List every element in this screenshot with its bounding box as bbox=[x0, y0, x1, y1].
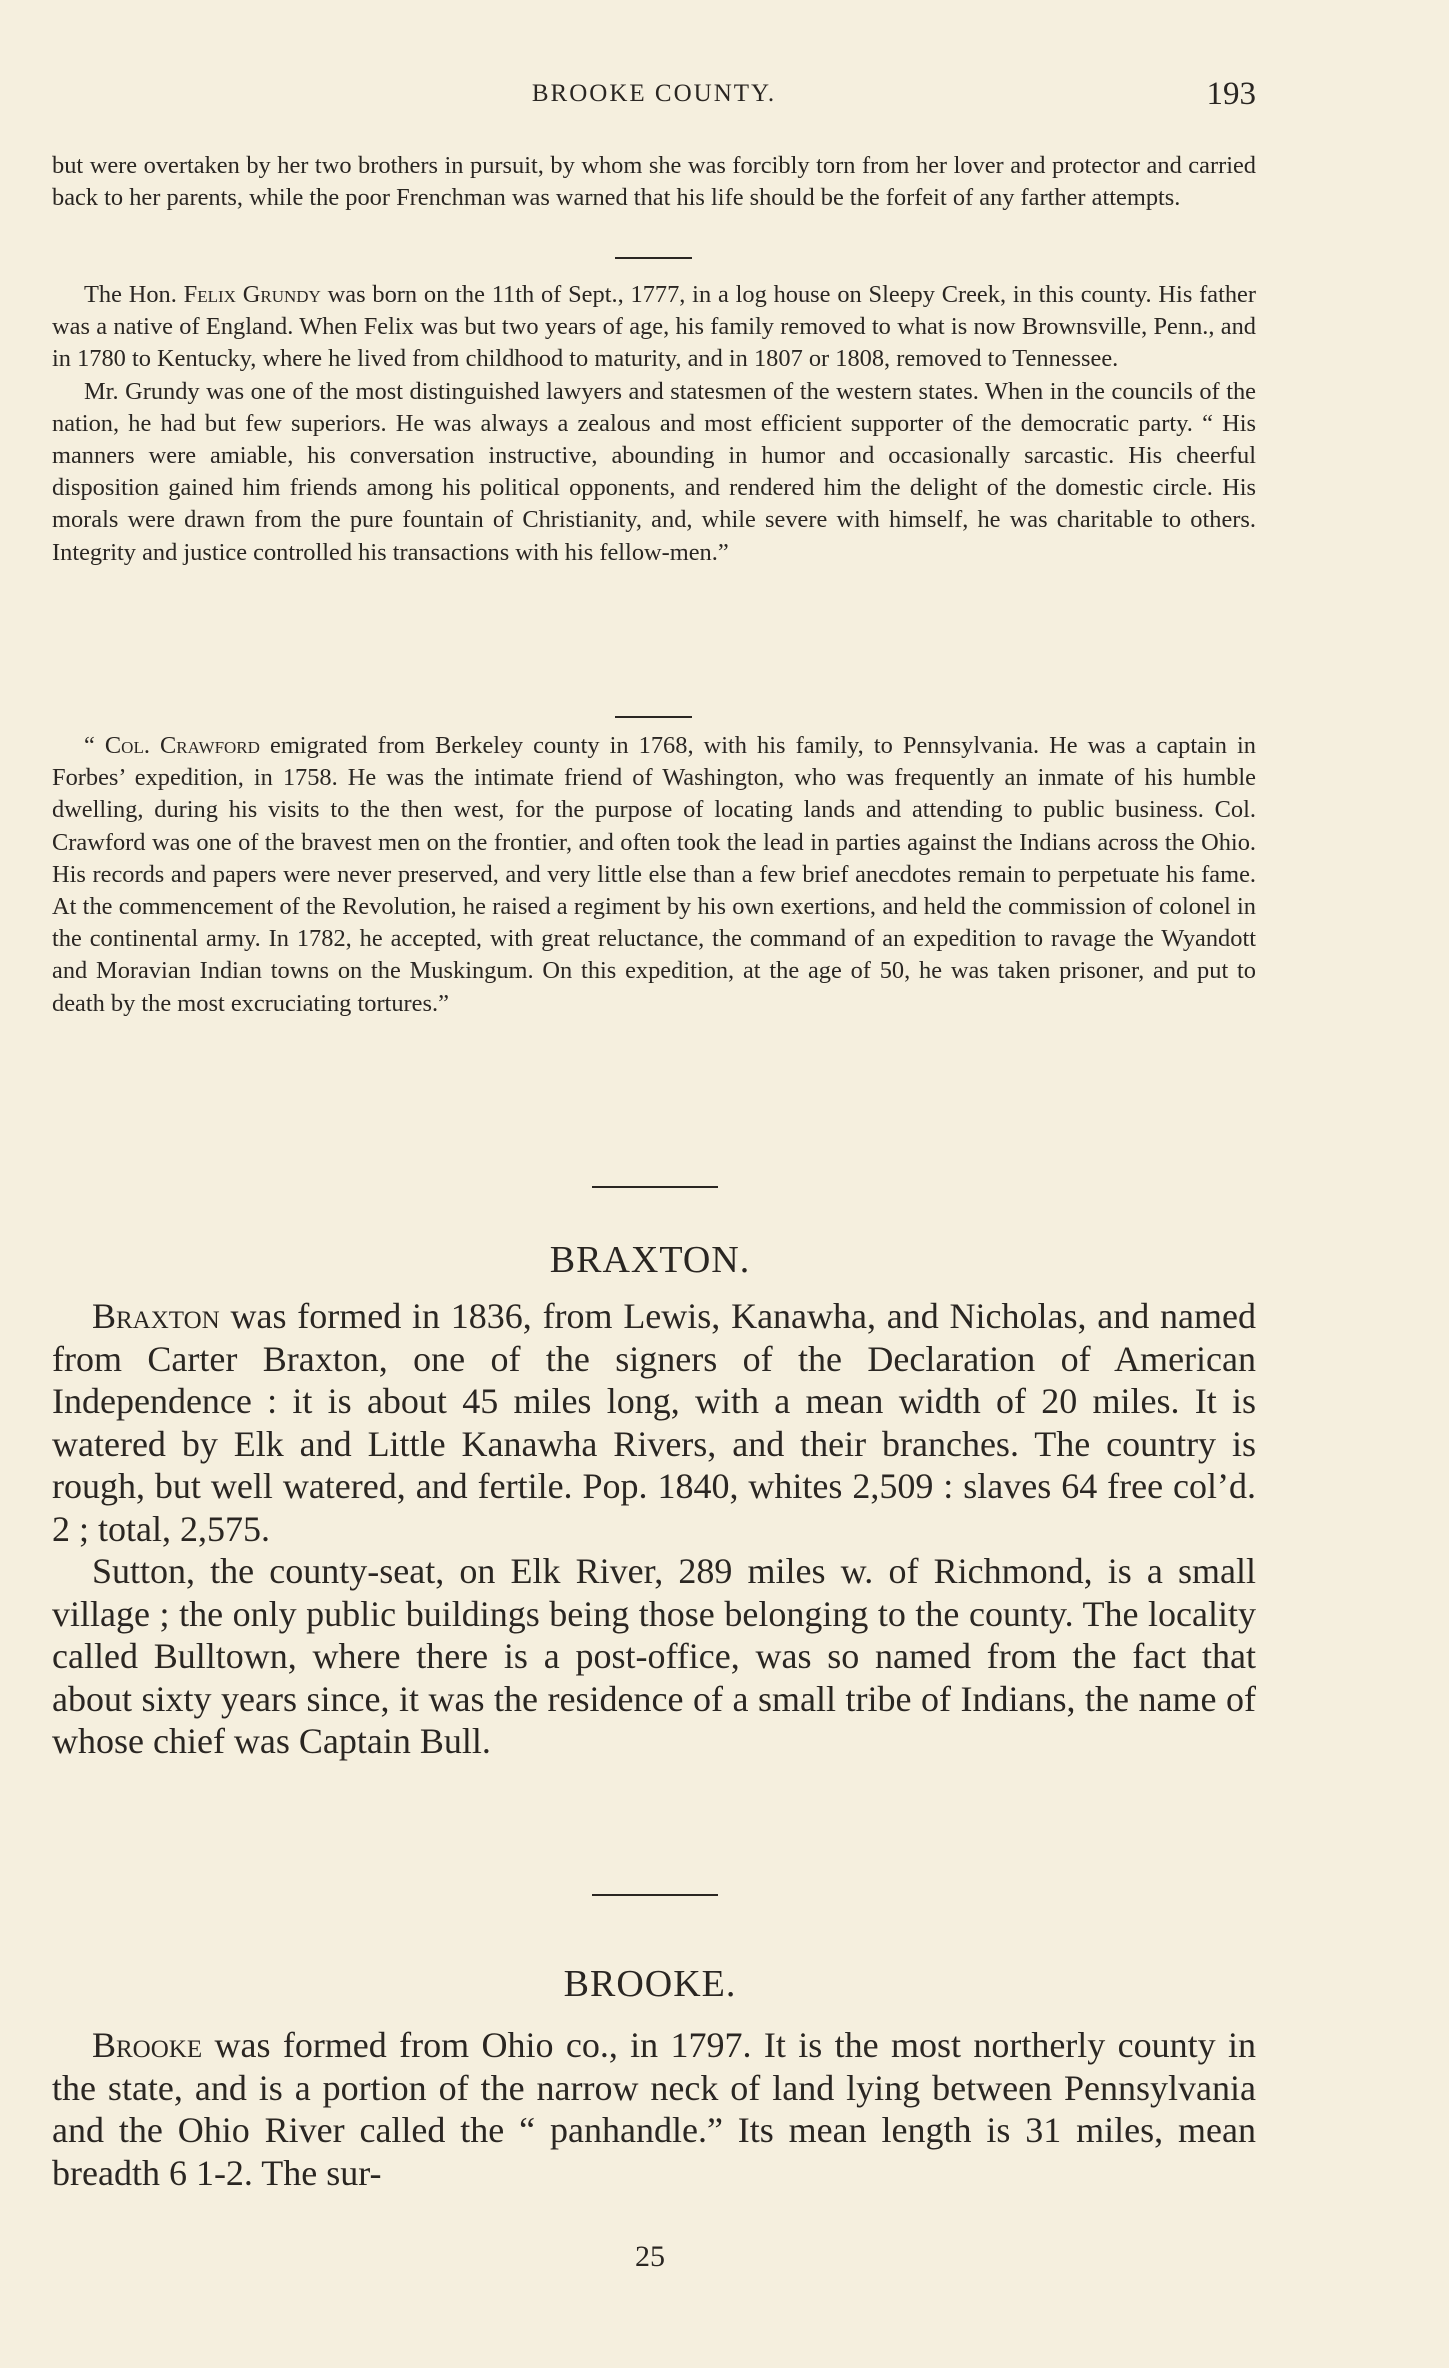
continuation-text: but were overtaken by her two brothers in pursuit, by whom she was forcibly torn from her lover and protector and carried back to her parents, while the poor Frenchman was warned that his life should be the forfeit of any farther attempts. bbox=[52, 152, 1256, 212]
brooke-lead: Brooke bbox=[92, 2025, 203, 2065]
brooke-paragraph-1 bbox=[52, 2024, 1256, 2194]
section-divider bbox=[592, 1186, 718, 1188]
grundy-intro: The Hon. bbox=[84, 281, 184, 308]
braxton-lead: Braxton bbox=[92, 1296, 220, 1336]
braxton-heading: BRAXTON. bbox=[549, 1239, 751, 1281]
braxton-paragraph-1 bbox=[52, 1295, 1256, 1550]
page-header bbox=[52, 76, 1256, 116]
continuation-paragraph bbox=[52, 150, 1256, 214]
crawford-text: emigrated from Berkeley county in 1768, with his family, to Pennsylvania. He was a captain in Forbes’ expedition, in 1758. He was the intimate friend of Washington, who was frequently an inmate of his humble dwelling, during his visits to the then west, for the purpose of locating lands and attending to public business. Col. Crawford was one of the bravest men on the frontier, and often took the lead in parties against the Indians across the Ohio. His records and papers were never preserved, and very little else than a few brief anecdotes remain to perpetuate his fame. At the commencement of the Revolution, he raised a regiment by his own exertions, and held the commission of colonel in the continental army. In 1782, he accepted, with great reluctance, the command of an expedition to ravage the Wyandott and Moravian Indian towns on the Muskingum. On this expedition, at the age of 50, he was taken prisoner, and put to death by the most excruciating tortures.” bbox=[52, 732, 1256, 1017]
crawford-name: Col. Crawford bbox=[104, 732, 260, 759]
braxton-section bbox=[52, 1295, 1256, 1763]
crawford-open-quote: “ bbox=[84, 732, 105, 759]
crawford-section bbox=[52, 730, 1256, 1020]
brooke-heading: BROOKE. bbox=[563, 1963, 737, 2005]
page-number: 193 bbox=[1206, 76, 1256, 112]
section-divider bbox=[615, 716, 692, 718]
braxton-paragraph-1-text: was formed in 1836, from Lewis, Kanawha, and Nicholas, and named from Carter Braxton, one of the signers of the Declaration of American Independence : it is about 45 miles long, with a mean width of 20 miles. It is watered by Elk and Little Kanawha Rivers, and their branches. The country is rough, but well watered, and fertile. Pop. 1840, whites 2,509 : slaves 64 free col’d. 2 ; total, 2,575. bbox=[52, 1296, 1256, 1549]
brooke-paragraph-1-text: was formed from Ohio co., in 1797. It is the most northerly county in the state, and is a portion of the narrow neck of land lying between Pennsylvania and the Ohio River called the “ panhandle.” Its mean length is 31 miles, mean breadth 6 1-2. The sur- bbox=[52, 2025, 1256, 2193]
crawford-paragraph bbox=[52, 730, 1256, 1020]
section-divider bbox=[615, 257, 692, 259]
running-head: BROOKE COUNTY. bbox=[531, 80, 777, 107]
brooke-section bbox=[52, 2024, 1256, 2194]
grundy-paragraph-1 bbox=[52, 279, 1256, 376]
grundy-paragraph-2: Mr. Grundy was one of the most distinguished lawyers and statesmen of the western states. When in the councils of the nation, he had but few superiors. He was always a zealous and most efficient supporter of the democratic party. “ His manners were amiable, his conversation instructive, abounding in humor and occasionally sarcastic. His cheerful disposition gained him friends among his political opponents, and rendered him the delight of the domestic circle. His morals were drawn from the pure fountain of Christianity, and, while severe with himself, he was charitable to others. Integrity and justice controlled his transactions with his fellow-men.” bbox=[52, 377, 1256, 566]
grundy-name: Felix Grundy bbox=[183, 281, 321, 308]
signature-mark: 25 bbox=[635, 2240, 665, 2273]
grundy-section bbox=[52, 279, 1256, 569]
section-divider bbox=[592, 1894, 718, 1896]
grundy-paragraph-1-text: was born on the 11th of Sept., 1777, in a log house on Sleepy Creek, in this county. His father was a native of England. When Felix was but two years of age, his family removed to what is now Brownsville, Penn., and in 1780 to Kentucky, where he lived from childhood to maturity, and in 1807 or 1808, removed to Tennessee. bbox=[52, 281, 1256, 373]
braxton-paragraph-2: Sutton, the county-seat, on Elk River, 289 miles w. of Richmond, is a small village ; the only public buildings being those belonging to the county. The locality called Bulltown, where there is a post-office, was so named from the fact that about sixty years since, it was the residence of a small tribe of Indians, the name of whose chief was Captain Bull. bbox=[52, 1551, 1256, 1761]
